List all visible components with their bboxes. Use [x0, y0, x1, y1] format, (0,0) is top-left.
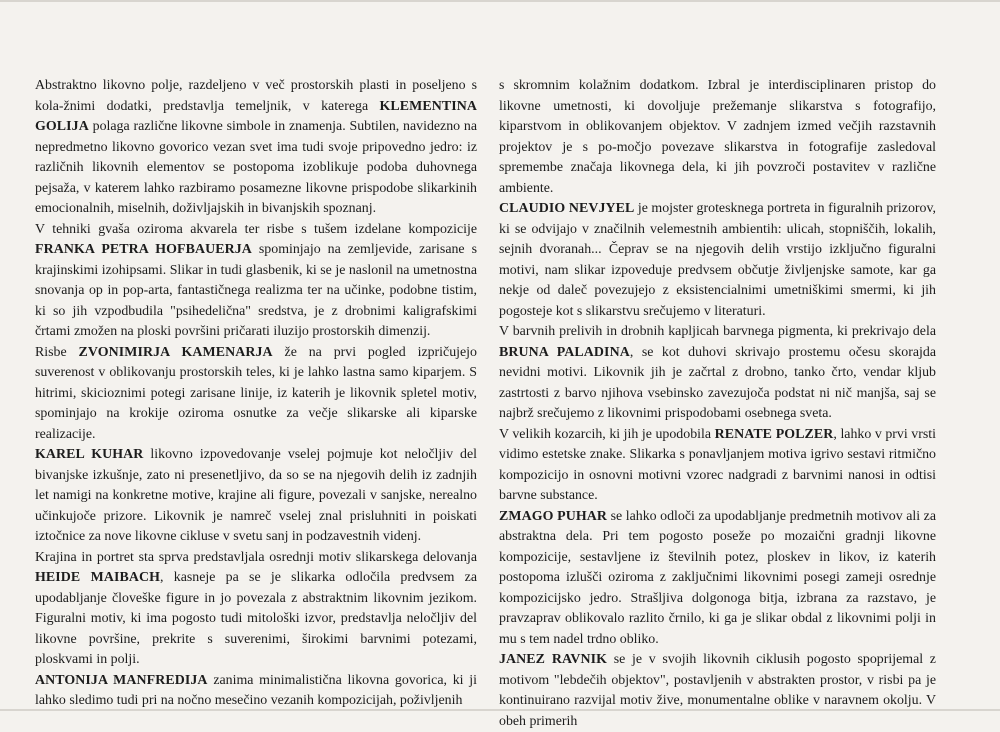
paragraph-text: V barvnih prelivih in drobnih kapljicah barvnega pigmenta, ki prekrivajo dela — [499, 324, 936, 339]
paragraph-text: V tehniki gvaša oziroma akvarela ter risbe s tušem izdelane kompozicije — [35, 221, 477, 237]
paragraph-text: zanima minimalistična likovna govorica, ki ji lahko sledimo tudi pri na nočno mesečino vezanih kompozicijah, poživljenih — [35, 672, 477, 708]
paragraph — [499, 199, 936, 322]
paragraph-text: Risbe — [35, 344, 79, 360]
paragraph-text: spominjajo na zemljevide, zarisane s krajinskimi izohipsami. Slikar in tudi glasbenik, ki se je naslonil na umetnostna snovanja op in pop-arta, fantastičnega realizma ter na učinke, podobne tistim, ki so jih vzpodbudila "psihedelična" sredstva, je z drobnimi kaligrafskimi črtami zmožen na ploski površini pričarati iluzijo prostorskih dimenzij. — [35, 242, 477, 339]
artist-name: RENATE POLZER — [714, 426, 834, 442]
paragraph-text: , kasneje pa se je slikarka odločila predvsem za upodabljanje človeške figure in jo povezala z abstraktnim likovnim jezikom. Figuralni motiv, ki ima pogosto tudi mitološki izvor, predstavlja neločljiv del likovne površine, prekrite s suverenimi, širokimi barvnimi potezami, ploskvami in polji. — [35, 570, 477, 667]
left-text-column — [35, 76, 477, 712]
right-text-column — [499, 76, 936, 732]
artist-name: ANTONIJA MANFREDIJA — [35, 672, 208, 688]
artist-name: JANEZ RAVNIK — [499, 652, 607, 667]
paragraph-text: že na prvi pogled izpričujejo suverenost v oblikovanju prostorskih teles, ki je lahko lastna samo kiparjem. S hitrimi, skicioznimi potegi zarisane linije, iz katerih je likovnik spletel motiv, spominjajo na krokije oziroma osnutke za večje slikarske ali kiparske realizacije. — [35, 344, 477, 442]
paragraph — [35, 548, 477, 671]
paragraph-text: , lahko v prvi vrsti vidimo estetske znake. Slikarka s ponavljanjem motiva igrivo sestavi ritmično kompozicijo in osnovni motivni vzorec nadgradi z barvnimi nanosi in odtisi barvne substance. — [499, 426, 936, 503]
paragraph — [499, 322, 936, 425]
paragraph-text: Krajina in portret sta sprva predstavljala osrednji motiv slikarskega delovanja — [35, 549, 477, 565]
paragraph — [499, 76, 936, 199]
artist-name: FRANKA PETRA HOFBAUERJA — [35, 242, 252, 257]
artist-name: HEIDE MAIBACH — [35, 570, 161, 585]
paragraph — [35, 445, 477, 548]
paragraph-text: , se kot duhovi skrivajo prostemu očesu skorajda nevidni motivi. Likovnik jih je začrtal z drobno, tanko črto, vendar kljub zastrtosti z barvo njihova vsebinsko zavezujoča podstat ni nič manjša, saj se najbrž srečujemo z likovnimi prispodobami osebnega sveta. — [499, 344, 936, 421]
artist-name: BRUNA PALADINA — [499, 344, 630, 360]
paragraph-text: Abstraktno likovno polje, razdeljeno v več prostorskih plasti in poseljeno s kola-žnimi dodatki, predstavlja temeljnik, v katerega — [35, 78, 477, 114]
paragraph — [499, 425, 936, 507]
artist-name: ZVONIMIRJA KAMENARJA — [78, 344, 273, 360]
paragraph — [35, 76, 477, 220]
paragraph — [35, 220, 477, 343]
paragraph-text: polaga različne likovne simbole in znamenja. Subtilen, navidezno na nepredmetno likovno govorico vezan svet ima tudi svoje pripovedno jedro: iz različnih likovnih elementov se postopoma izoblikuje podoba duhovnega pejsaža, v katerem lahko razbiramo posamezne likovne prispodobe slikarkinih emocionalnih, miselnih, doživljajskih in bivanjskih spoznanj. — [35, 119, 477, 216]
paragraph-text: V velikih kozarcih, ki jih je upodobila — [499, 426, 715, 442]
paragraph-text: likovno izpovedovanje vselej pojmuje kot neločljiv del bivanjske izkušnje, zato ni presenetljivo, da so se na njegovih delih iz zadnjih let namigi na konkretne motive, krajine ali figure, povezali v sanjske, nerealno učinkujoče prizore. Likovnik je namreč vselej znal prisluhniti in poiskati iztočnice za nove likovne cikluse v svetu sanj in podzavestnih videnj. — [35, 447, 478, 544]
paragraph — [35, 343, 477, 446]
paragraph-text: s skromnim kolažnim dodatkom. Izbral je interdisciplinaren pristop do likovne umetnosti, ki dovoljuje prežemanje slikarstva s fotografijo, kiparstvom in oblikovanjem objektov. V zadnjem izmed večjih razstavnih projektov je s po-močjo povezave slikarstva in fotografije zasledoval spremembe značaja likovnega dela, ki jih povzroči postavitev v različne ambiente. — [499, 78, 936, 196]
paragraph — [499, 507, 936, 651]
artist-name: KLEMENTINA GOLIJA — [35, 98, 477, 134]
paragraph-text: se lahko odloči za upodabljanje predmetnih motivov ali za abstraktna dela. Pri tem pogosto poseže po mozaični gradnji likovne kompozicije, sestavljene iz številnih potez, ploskev in likov, iz katerih postopoma izlušči oziroma z zaključnimi likovnimi posegi zameji osrednje kompozicijsko jedro. Strašljiva dolgonoga bitja, izbrana za razstavo, je pravzaprav oblikovalo razlito črnilo, ki ga je slikar obdal z likovnimi polji in mu s tem nadel trdno obliko. — [499, 508, 936, 647]
artist-name: ZMAGO PUHAR — [499, 508, 608, 524]
artist-name: CLAUDIO NEVJYEL — [499, 201, 635, 216]
paragraph — [499, 650, 936, 732]
page-top-edge — [0, 0, 1000, 2]
paragraph-text: je mojster grotesknega portreta in figuralnih prizorov, ki se odvijajo v značilnih velemestnih ambientih: ulicah, stopniščih, lokalih, sejnih dvoranah... Čeprav se na njegovih delih vrstijo izključno figuralni motivi, nam slikar izpoveduje predvsem občutje življenjske samote, kar ga nekje od daleč povezujejo z eksistencialnimi umetniškimi smermi, ki jih pogosteje kot s slikarstvu srečujemo v literaturi. — [499, 201, 936, 319]
paragraph-text: se je v svojih likovnih ciklusih pogosto spoprijemal z motivom "lebdečih objektov", postavljenih v abstrakten prostor, v risbi pa je kontinuirano razvijal motiv žive, monumentalne oblike v naravnem okolju. V obeh primerih — [499, 652, 936, 729]
paragraph — [35, 671, 477, 712]
artist-name: KAREL KUHAR — [35, 447, 144, 462]
